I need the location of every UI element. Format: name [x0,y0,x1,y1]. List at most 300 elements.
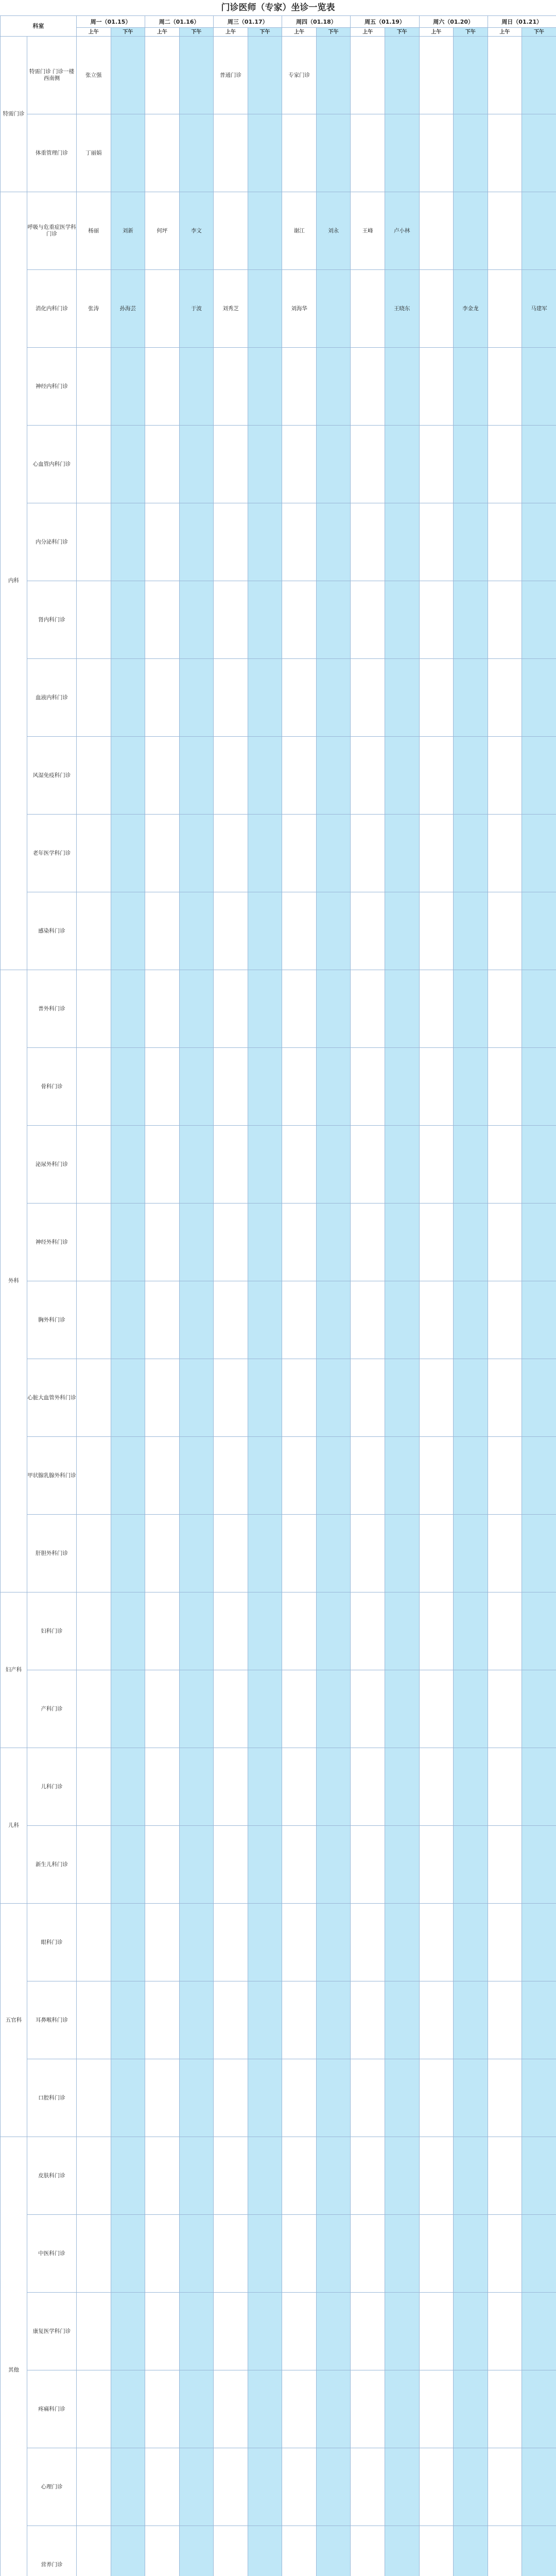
schedule-cell [316,270,351,348]
schedule-cell [282,659,317,737]
schedule-cell: 普通门诊 [214,37,248,114]
schedule-cell [488,37,522,114]
schedule-cell [145,1904,180,1981]
schedule-cell [248,2059,282,2137]
schedule-cell [214,1826,248,1904]
schedule-cell [419,1515,454,1592]
schedule-cell [522,1204,556,1281]
schedule-cell [351,1126,385,1204]
schedule-cell [282,737,317,815]
schedule-cell [419,2293,454,2370]
schedule-cell [522,503,556,581]
schedule-cell [248,1748,282,1826]
schedule-cell [351,2215,385,2293]
schedule-cell [351,2526,385,2576]
schedule-cell [214,1981,248,2059]
schedule-cell [488,2059,522,2137]
schedule-cell [385,426,419,503]
schedule-cell [488,426,522,503]
section-label: 妇产科 [1,1592,27,1748]
schedule-cell [282,1592,317,1670]
schedule-cell [282,2293,317,2370]
day-header-row [1,16,556,28]
schedule-cell [316,581,351,659]
schedule-cell [385,1359,419,1437]
schedule-cell [419,1904,454,1981]
schedule-cell [111,114,145,192]
department-label: 康复医学科门诊 [27,2293,77,2370]
day-header: 周日（01.21） [488,16,556,28]
schedule-cell [316,2293,351,2370]
schedule-cell [145,1670,180,1748]
schedule-cell [351,37,385,114]
schedule-cell [316,1437,351,1515]
table-row [1,2137,556,2215]
schedule-cell [522,2215,556,2293]
table-row [1,581,556,659]
schedule-cell [248,348,282,426]
schedule-cell [316,1748,351,1826]
schedule-cell [522,1748,556,1826]
schedule-cell [248,1126,282,1204]
schedule-cell [454,114,488,192]
schedule-cell [179,892,214,970]
schedule-cell [522,1281,556,1359]
schedule-cell [522,1048,556,1126]
table-row [1,2293,556,2370]
department-label: 泌尿外科门诊 [27,1126,77,1204]
schedule-cell [419,815,454,892]
schedule-cell [214,192,248,270]
schedule-cell [316,2137,351,2215]
table-row [1,1437,556,1515]
schedule-cell [454,970,488,1048]
schedule-cell [419,1826,454,1904]
schedule-cell [77,1592,111,1670]
schedule-cell [454,1204,488,1281]
schedule-cell [282,1281,317,1359]
schedule-cell [282,1981,317,2059]
schedule-cell [316,2059,351,2137]
schedule-cell [316,659,351,737]
schedule-cell [316,970,351,1048]
schedule-cell [248,2293,282,2370]
department-label: 疼痛科门诊 [27,2370,77,2448]
pm-header: 下午 [385,28,419,37]
schedule-cell [214,1515,248,1592]
section-label: 内科 [1,192,27,970]
schedule-cell [385,1904,419,1981]
schedule-cell [111,1826,145,1904]
schedule-cell [248,1826,282,1904]
schedule-cell [179,815,214,892]
schedule-cell: 何坪 [145,192,180,270]
schedule-cell [111,1981,145,2059]
department-label: 新生儿科门诊 [27,1826,77,1904]
schedule-cell [316,1592,351,1670]
schedule-cell [77,2293,111,2370]
schedule-cell [419,503,454,581]
schedule-cell [248,37,282,114]
table-row [1,1359,556,1437]
department-label: 神经外科门诊 [27,1204,77,1281]
schedule-cell [454,2526,488,2576]
department-label: 营养门诊 [27,2526,77,2576]
schedule-cell [111,1126,145,1204]
schedule-cell [351,1204,385,1281]
schedule-cell [282,348,317,426]
schedule-cell [77,1126,111,1204]
schedule-cell [214,2293,248,2370]
department-label: 眼科门诊 [27,1904,77,1981]
schedule-cell [316,348,351,426]
schedule-cell [351,581,385,659]
schedule-cell [282,1437,317,1515]
schedule-cell [111,503,145,581]
schedule-cell [419,270,454,348]
schedule-cell [419,348,454,426]
schedule-cell [419,2137,454,2215]
schedule-cell [488,1048,522,1126]
schedule-cell [454,503,488,581]
schedule-cell [419,1437,454,1515]
schedule-cell [282,1048,317,1126]
schedule-cell [248,1359,282,1437]
schedule-cell [454,1048,488,1126]
schedule-cell: 王峰 [351,192,385,270]
page-title: 门诊医师（专家）坐诊一览表 [0,0,556,16]
day-header: 周三（01.17） [214,16,282,28]
schedule-cell [488,348,522,426]
schedule-cell [385,659,419,737]
schedule-cell [77,1359,111,1437]
schedule-cell [145,1515,180,1592]
table-row [1,737,556,815]
schedule-cell [488,114,522,192]
schedule-cell [454,1670,488,1748]
schedule-cell [179,2293,214,2370]
schedule-cell [385,1437,419,1515]
schedule-cell [248,659,282,737]
schedule-cell [419,1359,454,1437]
schedule-cell [419,737,454,815]
day-header: 周二（01.16） [145,16,214,28]
department-label: 感染科门诊 [27,892,77,970]
schedule-cell [419,2059,454,2137]
schedule-cell [454,2293,488,2370]
schedule-cell [214,426,248,503]
schedule-cell [488,1981,522,2059]
table-row [1,114,556,192]
department-label: 心血管内科门诊 [27,426,77,503]
schedule-cell [488,192,522,270]
schedule-cell [385,348,419,426]
schedule-cell [145,1359,180,1437]
schedule-cell [385,2215,419,2293]
table-row [1,1281,556,1359]
department-label: 骨科门诊 [27,1048,77,1126]
schedule-cell [111,348,145,426]
table-row [1,348,556,426]
table-row [1,892,556,970]
schedule-cell [522,892,556,970]
schedule-cell [522,37,556,114]
schedule-cell [145,114,180,192]
schedule-cell [145,348,180,426]
schedule-cell [351,114,385,192]
schedule-cell [488,2137,522,2215]
schedule-cell [77,2526,111,2576]
schedule-cell [419,659,454,737]
schedule-cell [111,892,145,970]
schedule-cell [385,737,419,815]
schedule-cell [282,2526,317,2576]
schedule-cell: 刘新 [111,192,145,270]
schedule-cell [179,1592,214,1670]
schedule-cell [488,737,522,815]
schedule-cell: 李文 [179,192,214,270]
schedule-cell [282,2059,317,2137]
schedule-cell [522,348,556,426]
schedule-cell [145,737,180,815]
schedule-cell [488,1904,522,1981]
schedule-cell [248,1670,282,1748]
schedule-cell [454,2370,488,2448]
schedule-cell [488,1826,522,1904]
pm-header: 下午 [454,28,488,37]
schedule-cell [522,581,556,659]
schedule-cell [77,503,111,581]
schedule-cell [248,1904,282,1981]
schedule-cell [385,503,419,581]
schedule-cell [316,1515,351,1592]
section-label: 特需门诊 [1,37,27,192]
schedule-cell [316,2526,351,2576]
schedule-cell [316,1359,351,1437]
schedule-cell [522,1981,556,2059]
schedule-cell [454,892,488,970]
schedule-cell [419,1204,454,1281]
schedule-cell [214,1126,248,1204]
schedule-cell [145,1126,180,1204]
schedule-cell [351,1670,385,1748]
department-label: 耳鼻喉科门诊 [27,1981,77,2059]
table-row [1,503,556,581]
schedule-cell [77,581,111,659]
schedule-cell [419,2526,454,2576]
department-label: 肝胆外科门诊 [27,1515,77,1592]
schedule-cell [488,1204,522,1281]
schedule-cell [111,426,145,503]
schedule-cell [248,581,282,659]
schedule-cell [214,114,248,192]
schedule-cell [179,1515,214,1592]
schedule-cell [454,2448,488,2526]
schedule-cell [111,2526,145,2576]
schedule-cell [214,892,248,970]
schedule-cell [179,1204,214,1281]
schedule-cell [111,2448,145,2526]
schedule-cell [282,1359,317,1437]
schedule-cell [488,1748,522,1826]
schedule-cell [145,970,180,1048]
schedule-cell [282,1826,317,1904]
schedule-cell [214,1359,248,1437]
schedule-cell [214,348,248,426]
schedule-cell [111,1437,145,1515]
schedule-cell [282,892,317,970]
schedule-cell [145,2370,180,2448]
schedule-cell [145,2448,180,2526]
schedule-cell [214,1748,248,1826]
schedule-cell: 刘海华 [282,270,317,348]
schedule-cell [488,270,522,348]
department-label: 肾内科门诊 [27,581,77,659]
schedule-cell [454,1904,488,1981]
schedule-cell [214,970,248,1048]
schedule-cell [351,1359,385,1437]
schedule-cell [145,1281,180,1359]
schedule-cell [316,1826,351,1904]
schedule-cell [488,1592,522,1670]
schedule-cell [351,1748,385,1826]
schedule-cell [77,1826,111,1904]
schedule-cell [419,1670,454,1748]
am-header: 上午 [145,28,180,37]
schedule-cell [385,581,419,659]
department-label: 胸外科门诊 [27,1281,77,1359]
am-header: 上午 [488,28,522,37]
schedule-cell [351,2137,385,2215]
pm-header: 下午 [179,28,214,37]
schedule-cell [351,1515,385,1592]
schedule-cell [385,1981,419,2059]
schedule-cell [145,37,180,114]
schedule-cell [145,426,180,503]
schedule-cell [316,1670,351,1748]
schedule-cell [419,581,454,659]
schedule-cell [351,2370,385,2448]
schedule-cell [179,1048,214,1126]
ampm-header-row [1,28,556,37]
schedule-cell [316,2215,351,2293]
schedule-cell [454,659,488,737]
schedule-cell [454,1437,488,1515]
schedule-cell: 于波 [179,270,214,348]
schedule-cell [282,1904,317,1981]
schedule-cell [179,1748,214,1826]
schedule-cell [77,348,111,426]
schedule-cell [145,270,180,348]
schedule-cell [488,1670,522,1748]
schedule-cell [77,2370,111,2448]
schedule-cell [316,1904,351,1981]
schedule-cell [454,2215,488,2293]
schedule-cell [419,1748,454,1826]
schedule-cell [111,2059,145,2137]
schedule-cell [522,1592,556,1670]
schedule-cell [454,1592,488,1670]
day-header: 周六（01.20） [419,16,488,28]
section-label: 外科 [1,970,27,1592]
schedule-cell [282,1204,317,1281]
schedule-cell [282,426,317,503]
schedule-cell [522,192,556,270]
pm-header: 下午 [316,28,351,37]
schedule-cell [454,737,488,815]
table-row [1,2215,556,2293]
schedule-cell [214,2526,248,2576]
schedule-cell [179,737,214,815]
table-row [1,1670,556,1748]
schedule-cell [111,737,145,815]
schedule-cell [488,815,522,892]
schedule-cell [385,1048,419,1126]
am-header: 上午 [77,28,111,37]
schedule-cell [214,1904,248,1981]
table-row [1,270,556,348]
schedule-cell [316,2370,351,2448]
schedule-cell [385,1515,419,1592]
am-header: 上午 [282,28,317,37]
schedule-cell [282,1126,317,1204]
schedule-cell [351,1981,385,2059]
schedule-cell [316,1204,351,1281]
schedule-cell [77,737,111,815]
day-header: 周一（01.15） [77,16,145,28]
schedule-cell [282,1748,317,1826]
schedule-cell [488,659,522,737]
schedule-cell: 张立强 [77,37,111,114]
schedule-cell [522,2059,556,2137]
schedule-cell [522,2293,556,2370]
schedule-cell [419,1592,454,1670]
schedule-cell [488,1126,522,1204]
schedule-cell [77,1281,111,1359]
corner-header: 科室 [1,16,77,37]
schedule-cell [385,1126,419,1204]
schedule-cell [316,815,351,892]
schedule-cell [145,892,180,970]
pm-header: 下午 [111,28,145,37]
schedule-cell [488,2215,522,2293]
schedule-cell [111,2293,145,2370]
schedule-cell [522,1437,556,1515]
department-label: 呼吸与危重症医学科门诊 [27,192,77,270]
schedule-cell [282,2215,317,2293]
schedule-cell [77,1048,111,1126]
schedule-cell [351,1904,385,1981]
schedule-cell [522,659,556,737]
schedule-cell [214,2215,248,2293]
schedule-cell [282,114,317,192]
schedule-cell [385,2293,419,2370]
schedule-cell [214,659,248,737]
schedule-cell [488,581,522,659]
schedule-cell [385,2448,419,2526]
schedule-cell [351,659,385,737]
schedule-cell [111,970,145,1048]
schedule-cell [522,114,556,192]
schedule-cell [385,815,419,892]
table-row [1,2448,556,2526]
schedule-cell [248,970,282,1048]
schedule-cell [214,1281,248,1359]
schedule-cell [111,1904,145,1981]
schedule-cell [282,2370,317,2448]
schedule-cell [179,581,214,659]
schedule-cell [351,1826,385,1904]
